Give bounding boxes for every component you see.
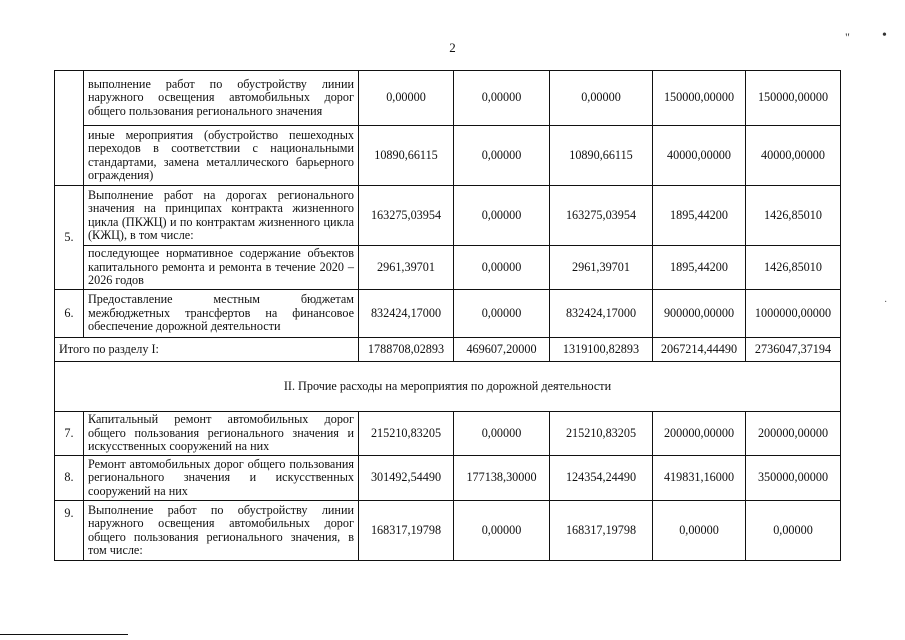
value-cell: 0,00000 (454, 126, 550, 186)
row-description: Ремонт автомобильных дорог общего пользования регионального значения и искусственных сооружений на них (84, 456, 359, 501)
row-number: 8. (55, 456, 84, 501)
value-cell: 0,00000 (454, 71, 550, 126)
footer-rule (0, 634, 128, 635)
section-title: II. Прочие расходы на мероприятия по дорожной деятельности (55, 362, 841, 412)
total-label: Итого по разделу I: (55, 338, 359, 362)
total-value: 469607,20000 (454, 338, 550, 362)
table-row (55, 412, 841, 456)
value-cell: 150000,00000 (653, 71, 746, 126)
total-value: 2067214,44490 (653, 338, 746, 362)
table-row (55, 186, 841, 246)
total-row (55, 338, 841, 362)
value-cell: 2961,39701 (359, 246, 454, 290)
value-cell: 200000,00000 (653, 412, 746, 456)
row-description: Выполнение работ по обустройству линии наружного освещения автомобильных дорог общего пользования регионального значения, в том числе: (84, 501, 359, 561)
table-row (55, 126, 841, 186)
row-description: последующее нормативное содержание объектов капитального ремонта и ремонта в течение 2020 – 2026 годов (84, 246, 359, 290)
value-cell: 900000,00000 (653, 290, 746, 338)
value-cell: 163275,03954 (359, 186, 454, 246)
table-row (55, 501, 841, 561)
value-cell: 200000,00000 (746, 412, 841, 456)
value-cell: 832424,17000 (550, 290, 653, 338)
value-cell: 40000,00000 (653, 126, 746, 186)
value-cell: 0,00000 (746, 501, 841, 561)
row-number: 9. (55, 501, 84, 561)
value-cell: 215210,83205 (359, 412, 454, 456)
value-cell: 0,00000 (454, 186, 550, 246)
value-cell: 0,00000 (454, 290, 550, 338)
row-number (55, 71, 84, 186)
section-header-row (55, 362, 841, 412)
value-cell: 1426,85010 (746, 186, 841, 246)
value-cell: 1895,44200 (653, 186, 746, 246)
value-cell: 0,00000 (454, 246, 550, 290)
row-description: Предоставление местным бюджетам межбюджетных трансфертов на финансовое обеспечение дорожной деятельности (84, 290, 359, 338)
value-cell: 350000,00000 (746, 456, 841, 501)
table-row (55, 456, 841, 501)
row-number: 7. (55, 412, 84, 456)
value-cell: 163275,03954 (550, 186, 653, 246)
value-cell: 0,00000 (653, 501, 746, 561)
value-cell: 0,00000 (454, 501, 550, 561)
value-cell: 419831,16000 (653, 456, 746, 501)
value-cell: 10890,66115 (359, 126, 454, 186)
total-value: 2736047,37194 (746, 338, 841, 362)
value-cell: 168317,19798 (550, 501, 653, 561)
value-cell: 0,00000 (550, 71, 653, 126)
row-number: 5. (55, 186, 84, 290)
page-number: 2 (449, 40, 456, 55)
value-cell: 177138,30000 (454, 456, 550, 501)
value-cell: 124354,24490 (550, 456, 653, 501)
corner-dot: • (882, 28, 887, 43)
value-cell: 0,00000 (454, 412, 550, 456)
value-cell: 0,00000 (359, 71, 454, 126)
budget-table (54, 70, 841, 561)
row-description: Выполнение работ на дорогах регионального значения на принципах контракта жизненного цикла (ПКЖЦ) и по контрактам жизненного цикла (КЖЦ), в том числе: (84, 186, 359, 246)
row-description: Капитальный ремонт автомобильных дорог общего пользования регионального значения и искусственных сооружений на них (84, 412, 359, 456)
value-cell: 150000,00000 (746, 71, 841, 126)
table-row (55, 246, 841, 290)
corner-mark: " (845, 30, 850, 44)
value-cell: 1895,44200 (653, 246, 746, 290)
total-value: 1319100,82893 (550, 338, 653, 362)
row-description: выполнение работ по обустройству линии наружного освещения автомобильных дорог общего пользования регионального значения (84, 71, 359, 126)
value-cell: 40000,00000 (746, 126, 841, 186)
value-cell: 1426,85010 (746, 246, 841, 290)
value-cell: 301492,54490 (359, 456, 454, 501)
row-number: 6. (55, 290, 84, 338)
table-row (55, 290, 841, 338)
value-cell: 168317,19798 (359, 501, 454, 561)
value-cell: 2961,39701 (550, 246, 653, 290)
value-cell: 832424,17000 (359, 290, 454, 338)
value-cell: 10890,66115 (550, 126, 653, 186)
row-description: иные мероприятия (обустройство пешеходных переходов в соответствии с национальными стандартами, замена металлического барьерного ограждения) (84, 126, 359, 186)
value-cell: 1000000,00000 (746, 290, 841, 338)
table-row (55, 71, 841, 126)
side-dot: · (884, 297, 888, 308)
total-value: 1788708,02893 (359, 338, 454, 362)
value-cell: 215210,83205 (550, 412, 653, 456)
